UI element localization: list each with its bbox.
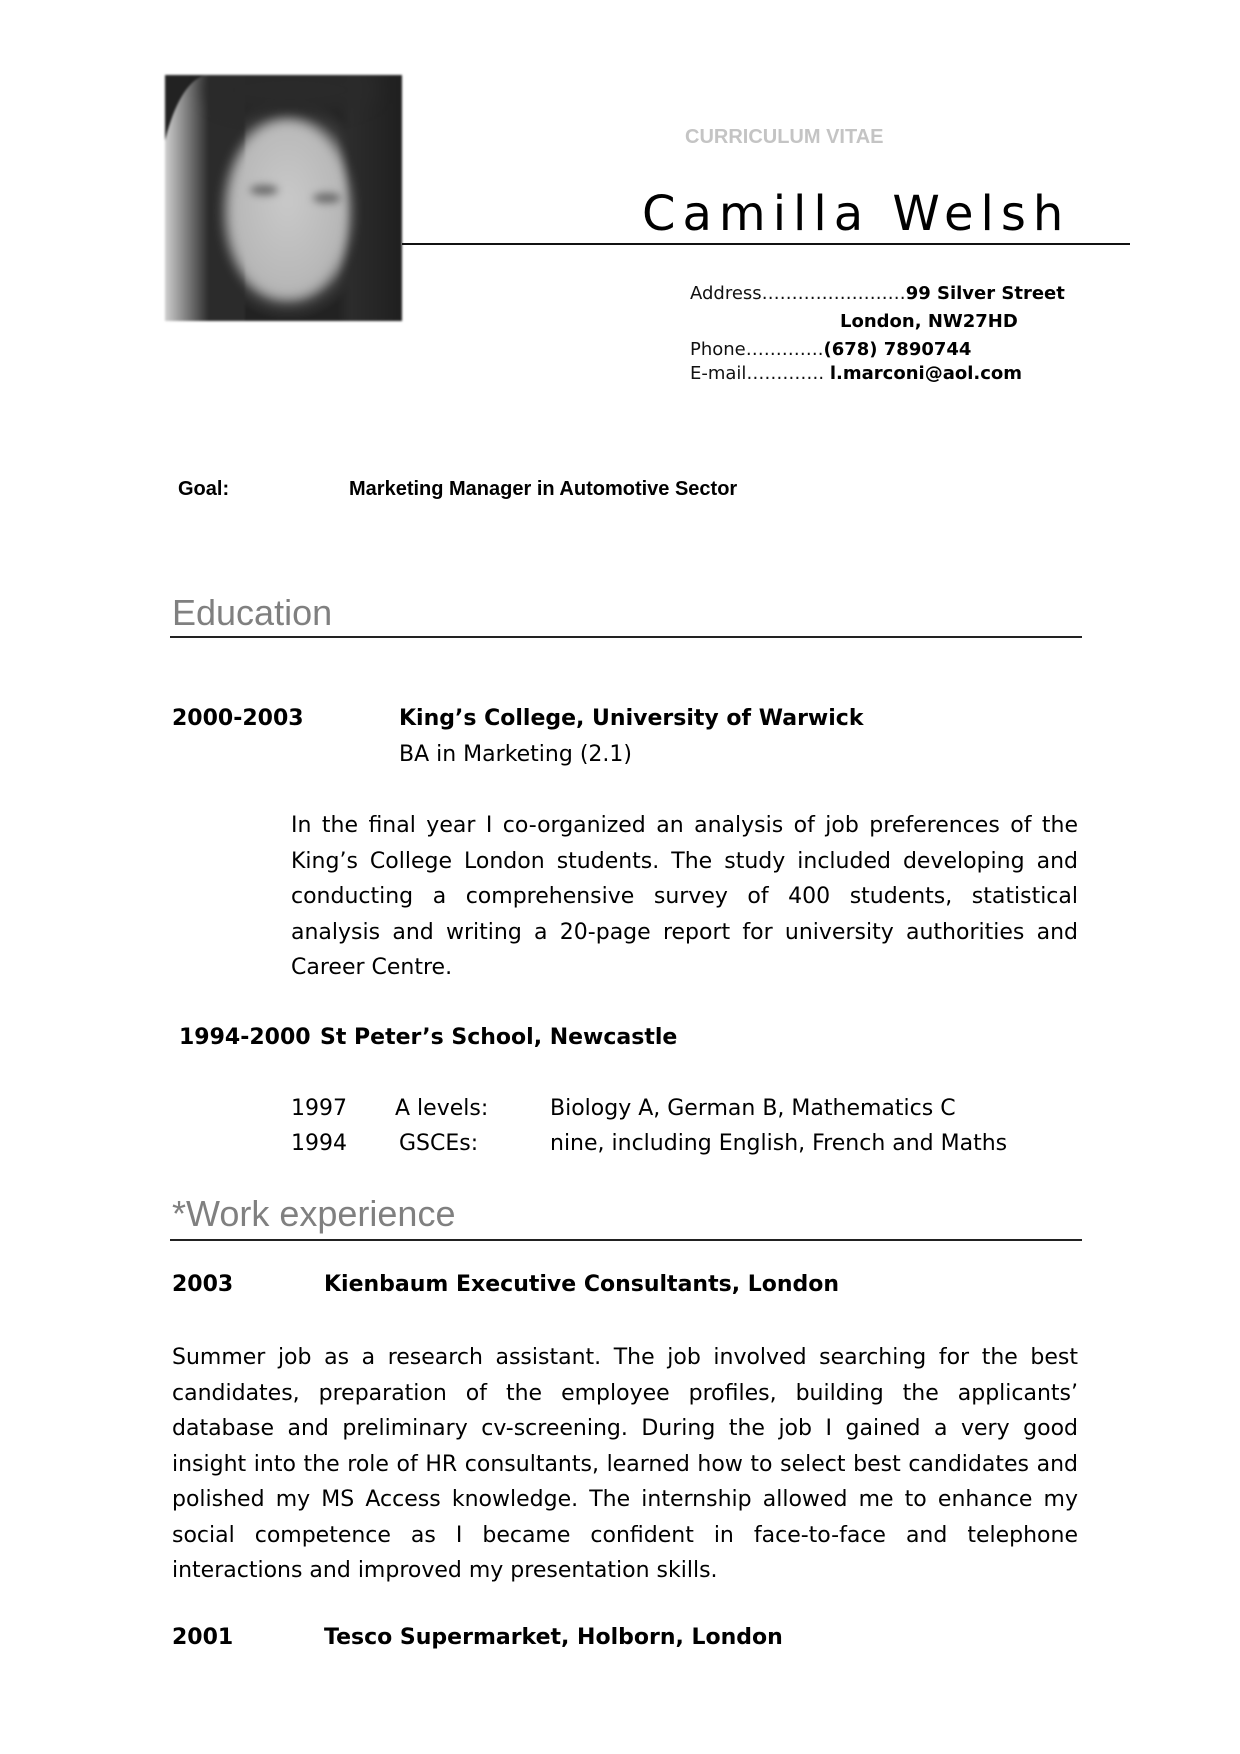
photo-face [225,120,350,300]
address-line1: 99 Silver Street [905,283,1065,304]
phone-row [690,338,1065,362]
result-1-detail: Biology A, German B, Mathematics C [550,1096,956,1121]
work-2-year: 2001 [172,1625,234,1650]
phone-value: (678) 7890744 [823,339,972,360]
address-label: Address…………………… [690,283,906,304]
work-divider [170,1239,1082,1241]
edu-2-years: 1994-2000 [179,1025,311,1050]
work-1-year: 2003 [172,1272,234,1297]
work-1-description: Summer job as a research assistant. The job involved searching for the best candidates, preparation of the employee profiles, building the applicants’ database and preliminary cv-screening. During the job I gained a very good insight into the role of HR consultants, learned how to select best candidates and polished my MS Access knowledge. The internship allowed me to enhance my social competence as I became confident in face-to-face and telephone interactions and improved my presentation skills. [172,1345,1078,1583]
result-2-type: GSCEs: [399,1131,479,1156]
section-title-work-experience: *Work experience [172,1193,456,1234]
portrait-photo [165,75,402,321]
education-divider [170,636,1082,638]
work-1-employer: Kienbaum Executive Consultants, London [324,1272,840,1297]
result-2-detail: nine, including English, French and Maths [550,1131,1008,1156]
applicant-name: Camilla Welsh [642,186,1071,242]
section-title-education: Education [172,592,333,633]
photo-eye-left [250,185,278,195]
email-link[interactable]: l.marconi@aol.com [829,363,1023,384]
contact-block [690,280,1065,386]
goal-label: Goal: [178,478,230,500]
result-1-type: A levels: [395,1096,489,1121]
goal-value: Marketing Manager in Automotive Sector [349,478,738,500]
email-row [690,362,1065,386]
phone-label: Phone…………. [690,339,824,360]
edu-1-degree: BA in Marketing (2.1) [399,742,632,767]
result-2-year: 1994 [291,1131,347,1156]
work-2-employer: Tesco Supermarket, Holborn, London [324,1625,783,1650]
name-divider [402,243,1130,245]
edu-2-institution: St Peter’s School, Newcastle [320,1025,678,1050]
address-row [690,280,1065,308]
document-label: CURRICULUM VITAE [685,126,884,148]
email-label: E-mail…………. [690,363,825,384]
edu-1-description: In the final year I co-organized an analysis of job preferences of the King’s College London students. The study included developing and conducting a comprehensive survey of 400 students, statistical analysis and writing a 20-page report for university authorities and Career Centre. [291,813,1078,980]
address-row-2 [690,308,1065,336]
edu-1-institution: King’s College, University of Warwick [399,706,864,731]
address-line2: London, NW27HD [840,311,1018,332]
photo-eye-right [313,193,341,203]
edu-1-years: 2000-2003 [172,706,304,731]
result-1-year: 1997 [291,1096,347,1121]
